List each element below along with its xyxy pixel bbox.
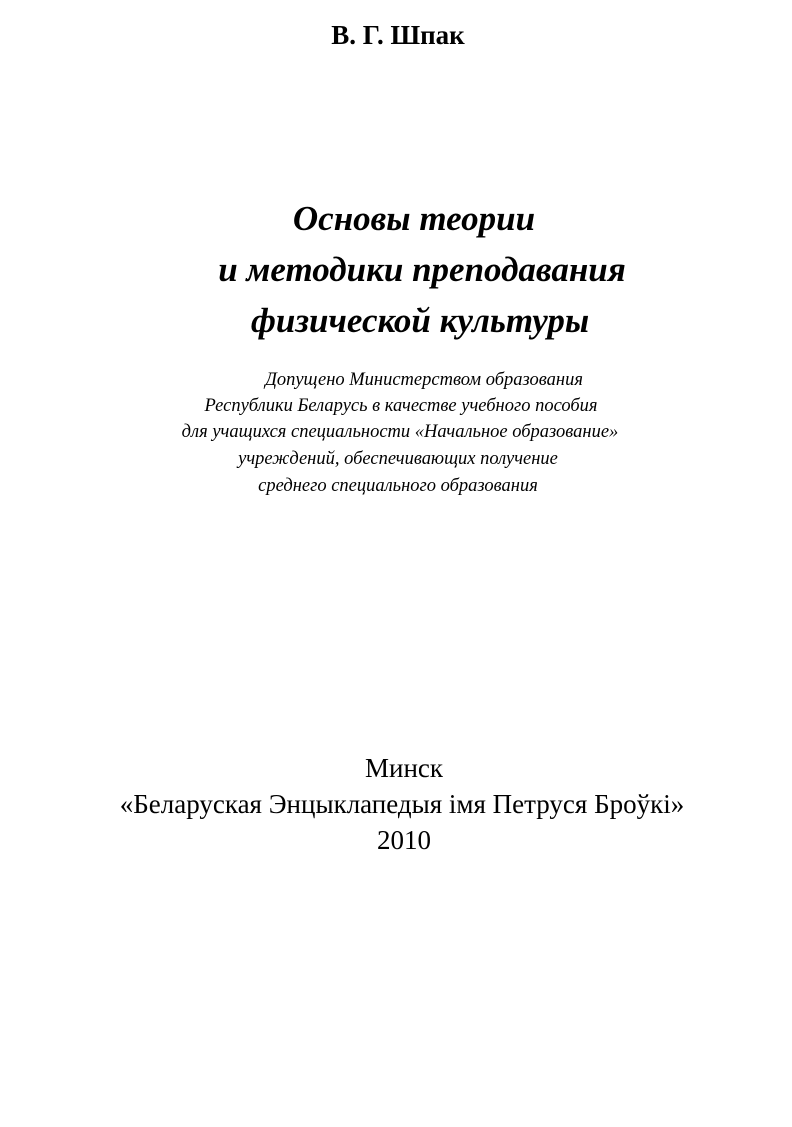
approval-note-line-1: Допущено Министерством образования [265,370,583,390]
imprint-publisher: «Беларуская Энцыклапедыя імя Петруся Броўкі» [119,789,685,819]
imprint-year: 2010 [377,825,431,855]
author-name: В. Г. Шпак [331,20,465,50]
approval-note-line-5: среднего специального образования [258,476,538,496]
approval-note-line-3: для учащихся специальности «Начальное образование» [181,422,619,442]
approval-note-line-2: Республики Беларусь в качестве учебного пособия [204,396,598,416]
book-title-line-1: Основы теории [292,199,536,238]
imprint-city: Минск [364,753,443,783]
book-title-line-2: и методики преподавания [218,250,626,289]
approval-note-line-4: учреждений, обеспечивающих получение [238,449,558,469]
book-title-line-3: физической культуры [250,301,590,340]
